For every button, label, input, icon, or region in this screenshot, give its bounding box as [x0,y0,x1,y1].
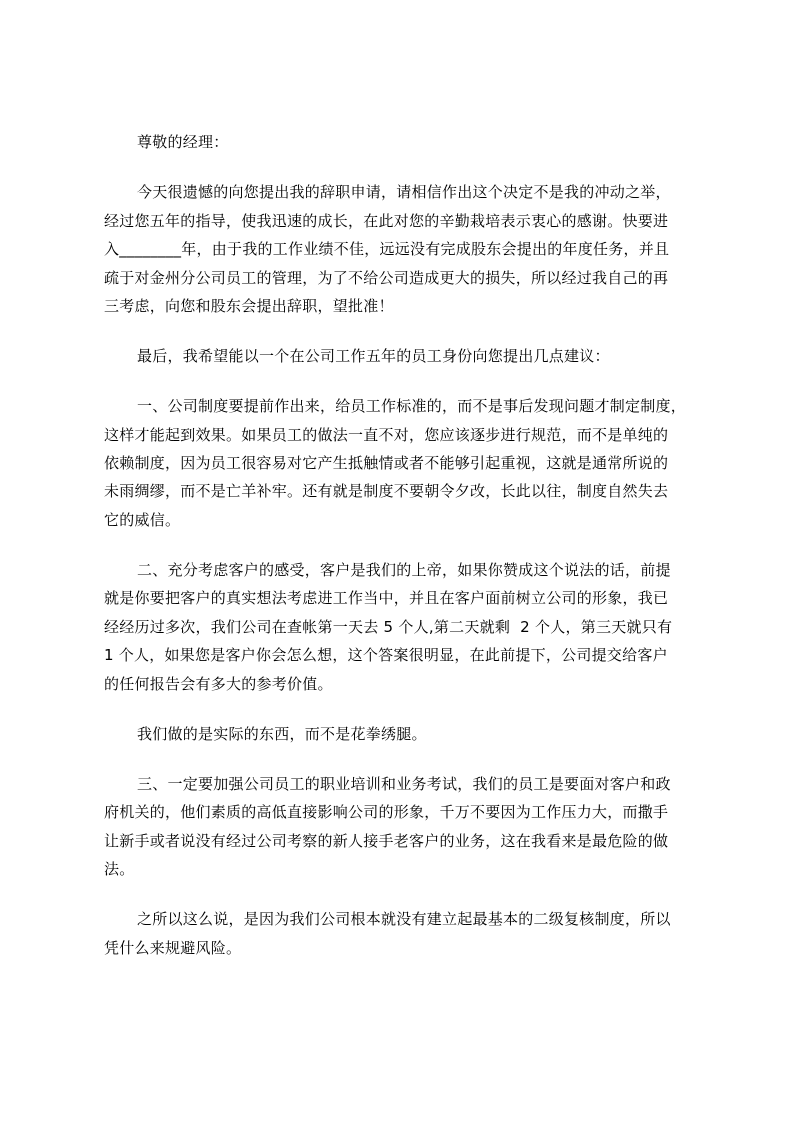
paragraph-line: 凭什么来规避风险。 [104,939,242,957]
paragraph-line: 就是你要把客户的真实想法考虑进工作当中，并且在客户面前树立公司的形象，我已 [104,589,669,607]
paragraph-line: 让新手或者说没有经过公司考察的新人接手老客户的业务，这在我看来是最危险的做 [104,832,669,850]
paragraph-line: 的任何报告会有多大的参考价值。 [104,675,333,693]
paragraph-line: 未雨绸缪，而不是亡羊补牢。还有就是制度不要朝令夕改，长此以往，制度自然失去 [104,482,669,500]
paragraph-line: 经过您五年的指导，使我迅速的成长，在此对您的辛勤栽培表示衷心的感谢。快要进 [104,212,669,230]
paragraph-line: 入________年，由于我的工作业绩不佳，远远没有完成股东会提出的年度任务，并且 [104,240,670,258]
paragraph-line: 二、充分考虑客户的感受，客户是我们的上帝，如果你赞成这个说法的话，前提 [137,561,671,579]
paragraph-line: 依赖制度，因为员工很容易对它产生抵触情或者不能够引起重视，这就是通常所说的 [104,454,669,472]
paragraph-line: 我们做的是实际的东西，而不是花拳绣腿。 [137,725,427,743]
paragraph-line: 府机关的，他们素质的高低直接影响公司的形象，千万不要因为工作压力大，而撒手 [104,803,669,821]
paragraph-line: 经经历过多次，我们公司在查帐第一天去 5 个人,第二天就剩 2 个人，第三天就只有 [104,618,673,636]
paragraph-line: 今天很遗憾的向您提出我的辞职申请，请相信作出这个决定不是我的冲动之举， [137,183,671,201]
paragraph-line: 三、一定要加强公司员工的职业培训和业务考试，我们的员工是要面对客户和政 [137,775,671,793]
paragraph-line: 法。 [104,860,135,878]
paragraph-line: 三考虑，向您和股东会提出辞职，望批准！ [104,297,394,315]
salutation: 尊敬的经理： [137,133,229,151]
paragraph-line: 之所以这么说，是因为我们公司根本就没有建立起最基本的二级复核制度，所以 [137,910,671,928]
paragraph-line: 最后，我希望能以一个在公司工作五年的员工身份向您提出几点建议： [137,347,610,365]
paragraph-line: 1 个人，如果您是客户你会怎么想，这个答案很明显，在此前提下，公司提交给客户 [104,646,668,664]
paragraph-line: 它的威信。 [104,511,181,529]
paragraph-line: 疏于对金州分公司员工的管理，为了不给公司造成更大的损失，所以经过我自己的再 [104,269,669,287]
paragraph-line: 一、公司制度要提前作出来，给员工作标准的，而不是事后发现问题才制定制度， [137,397,687,415]
paragraph-line: 这样才能起到效果。如果员工的做法一直不对，您应该逐步进行规范，而不是单纯的 [104,426,669,444]
